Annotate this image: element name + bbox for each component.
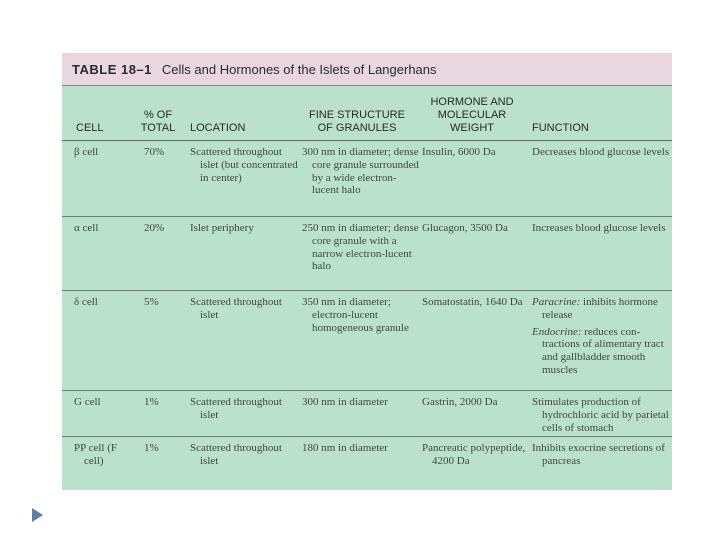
cell-pct: 1% <box>144 396 159 408</box>
paracrine-text: inhibits hormone release <box>542 296 658 321</box>
cell-function: Decreases blood glucose levels <box>532 146 670 158</box>
cell-type: δ cell <box>74 296 98 308</box>
cell-hormone: Somatostatin, 1640 Da <box>422 296 523 308</box>
cell-function: Increases blood glucose levels <box>532 222 666 234</box>
table-number: TABLE 18–1 <box>72 61 152 77</box>
cell-function <box>532 296 664 377</box>
cell-hormone: Pancreatic polypeptide, 4200 Da <box>422 442 526 467</box>
cell-location: Islet periphery <box>190 222 254 234</box>
header-location: LOCATION <box>190 122 246 134</box>
table-row <box>62 437 672 490</box>
header-hormone: HORMONE AND MOLECULAR WEIGHT <box>430 96 514 134</box>
cell-type: G cell <box>74 396 101 408</box>
cell-location: Scattered throughout islet <box>190 396 282 421</box>
cell-hormone: Gastrin, 2000 Da <box>422 396 498 408</box>
cell-hormone: Glucagon, 3500 Da <box>422 222 508 234</box>
cell-fine-structure: 250 nm in diameter; dense core granule with a narrow electron-lucent halo <box>302 222 419 273</box>
cell-fine-structure: 180 nm in diameter <box>302 442 388 454</box>
islet-cells-table <box>62 53 672 490</box>
endocrine-label: Endocrine: <box>532 325 582 338</box>
cell-type: β cell <box>74 146 99 158</box>
header-fine-structure: FINE STRUCTURE OF GRANULES <box>309 109 405 134</box>
table-title: Cells and Hormones of the Islets of Langerhans <box>161 61 437 77</box>
cell-type: PP cell (F cell) <box>74 442 117 467</box>
cell-pct: 1% <box>144 442 159 454</box>
cell-fine-structure: 300 nm in diameter <box>302 396 388 408</box>
header-pct: % OF TOTAL <box>140 109 176 134</box>
cell-location: Scattered throughout islet (but concentrated in center) <box>190 146 298 184</box>
table-header-row <box>62 86 672 141</box>
cell-location: Scattered throughout islet <box>190 296 282 321</box>
table-title-bar <box>62 53 672 86</box>
cell-fine-structure: 350 nm in diameter; electron-lucent homogeneous granule <box>302 296 409 334</box>
cell-function: Stimulates production of hydrochloric acid by parietal cells of stomach <box>532 396 669 434</box>
endocrine-text: reduces contractions of alimentary tract and gallbladder smooth muscles <box>542 325 664 376</box>
table-row <box>62 391 672 437</box>
cell-pct: 70% <box>144 146 165 158</box>
cell-location: Scattered throughout islet <box>190 442 282 467</box>
cell-fine-structure: 300 nm in diameter; dense core granule surrounded by a wide electron-lucent halo <box>302 146 419 197</box>
table-row <box>62 141 672 217</box>
function-endocrine <box>532 326 664 377</box>
cell-type: α cell <box>74 222 99 234</box>
cell-hormone: Insulin, 6000 Da <box>422 146 496 158</box>
cell-pct: 20% <box>144 222 165 234</box>
function-paracrine <box>532 296 664 322</box>
table-row <box>62 291 672 391</box>
cell-function: Inhibits exocrine secretions of pancreas <box>532 442 665 467</box>
table-row <box>62 217 672 291</box>
paracrine-label: Paracrine: <box>532 296 581 308</box>
next-slide-arrow-icon[interactable] <box>32 508 43 522</box>
header-function: FUNCTION <box>532 122 589 134</box>
cell-pct: 5% <box>144 296 159 308</box>
header-cell: CELL <box>76 122 104 134</box>
